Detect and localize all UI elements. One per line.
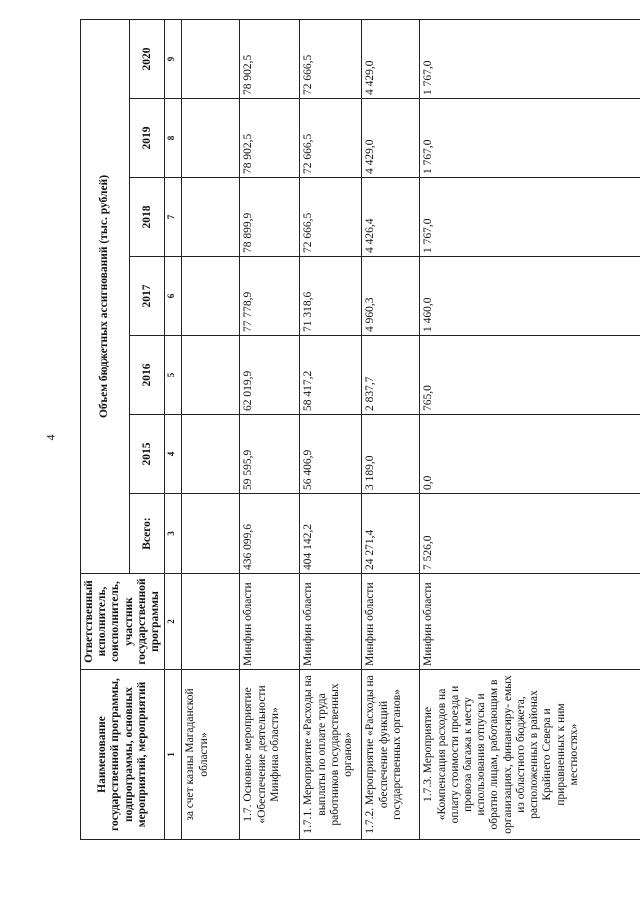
col-number: 1 — [165, 670, 182, 840]
col-number: 9 — [165, 19, 182, 98]
row-value-2019: 1 767,0 — [420, 99, 640, 178]
row-value-2015: 3 189,0 — [362, 415, 420, 494]
row-value-2018 — [182, 178, 240, 257]
row-name: 1.7.1. Мероприятие «Расходы на выплаты по оплате труда работников государственных органов» — [300, 670, 362, 840]
row-value-2016: 765,0 — [420, 336, 640, 415]
header-total: Всего: — [130, 494, 165, 574]
row-value-2017: 71 318,6 — [300, 257, 362, 336]
row-value-2016: 62 019,9 — [240, 336, 300, 415]
row-value-2016 — [182, 336, 240, 415]
row-value-2020: 78 902,5 — [240, 19, 300, 98]
row-value-2016: 58 417,2 — [300, 336, 362, 415]
row-value-2019 — [182, 99, 240, 178]
column-number-row — [165, 19, 182, 839]
col-number: 5 — [165, 336, 182, 415]
rotated-table-container — [80, 20, 630, 840]
table-row — [182, 19, 240, 839]
row-name: 1.7.2. Мероприятие «Расходы на обеспечение функций государственных органов» — [362, 670, 420, 840]
row-value-2017: 4 960,3 — [362, 257, 420, 336]
header-year-2016: 2016 — [130, 336, 165, 415]
row-total: 436 099,6 — [240, 494, 300, 574]
col-number: 3 — [165, 494, 182, 574]
row-value-2020: 1 767,0 — [420, 19, 640, 98]
row-total — [182, 494, 240, 574]
row-value-2015 — [182, 415, 240, 494]
table-rotation-frame — [80, 20, 630, 840]
row-value-2019: 72 666,5 — [300, 99, 362, 178]
header-row-1 — [81, 19, 130, 839]
col-number: 2 — [165, 574, 182, 670]
row-responsible: Минфин области — [362, 574, 420, 670]
header-year-2019: 2019 — [130, 99, 165, 178]
row-responsible: Минфин области — [300, 574, 362, 670]
row-value-2015: 0,0 — [420, 415, 640, 494]
table-row — [362, 19, 420, 839]
row-value-2015: 59 595,9 — [240, 415, 300, 494]
table-row — [240, 19, 300, 839]
row-value-2016: 2 837,7 — [362, 336, 420, 415]
header-name: Наименование государственной программы, подпрограммы, основных мероприятий, мероприятий — [81, 670, 165, 840]
header-year-2015: 2015 — [130, 415, 165, 494]
row-name: 1.7.3. Мероприятие «Компенсация расходов на оплату стоимости проезда и провоза багажа к месту использования отпуска и обратно лицам, работающим в организациях, финансиру- емых из областного бюджета, расположенных в районах Крайнего Севера и приравненных к ним местностях» — [420, 670, 640, 840]
col-number: 6 — [165, 257, 182, 336]
row-value-2018: 4 426,4 — [362, 178, 420, 257]
header-year-2017: 2017 — [130, 257, 165, 336]
row-value-2020: 72 666,5 — [300, 19, 362, 98]
table-row — [300, 19, 362, 839]
row-total: 7 526,0 — [420, 494, 640, 574]
col-number: 8 — [165, 99, 182, 178]
row-value-2017: 77 778,9 — [240, 257, 300, 336]
header-year-2020: 2020 — [130, 19, 165, 98]
row-responsible: Минфин области — [240, 574, 300, 670]
row-value-2018: 1 767,0 — [420, 178, 640, 257]
budget-table — [80, 19, 640, 840]
row-value-2020 — [182, 19, 240, 98]
row-value-2018: 78 899,9 — [240, 178, 300, 257]
row-value-2017 — [182, 257, 240, 336]
row-name: за счет казны Магаданской области» — [182, 670, 240, 840]
header-responsible: Ответственный исполнитель, соисполнитель, участник государственной программы — [81, 574, 165, 670]
page-number: 4 — [43, 434, 58, 441]
table-row — [420, 19, 640, 839]
header-budget: Объем бюджетных ассигнований (тыс. рублей) — [81, 19, 130, 573]
row-value-2017: 1 460,0 — [420, 257, 640, 336]
row-value-2020: 4 429,0 — [362, 19, 420, 98]
row-name: 1.7. Основное мероприятие «Обеспечение деятельности Минфина области» — [240, 670, 300, 840]
row-total: 404 142,2 — [300, 494, 362, 574]
row-value-2018: 72 666,5 — [300, 178, 362, 257]
row-responsible: Минфин области — [420, 574, 640, 670]
col-number: 7 — [165, 178, 182, 257]
header-year-2018: 2018 — [130, 178, 165, 257]
row-value-2019: 4 429,0 — [362, 99, 420, 178]
col-number: 4 — [165, 415, 182, 494]
row-value-2015: 56 406,9 — [300, 415, 362, 494]
row-value-2019: 78 902,5 — [240, 99, 300, 178]
row-responsible — [182, 574, 240, 670]
row-total: 24 271,4 — [362, 494, 420, 574]
